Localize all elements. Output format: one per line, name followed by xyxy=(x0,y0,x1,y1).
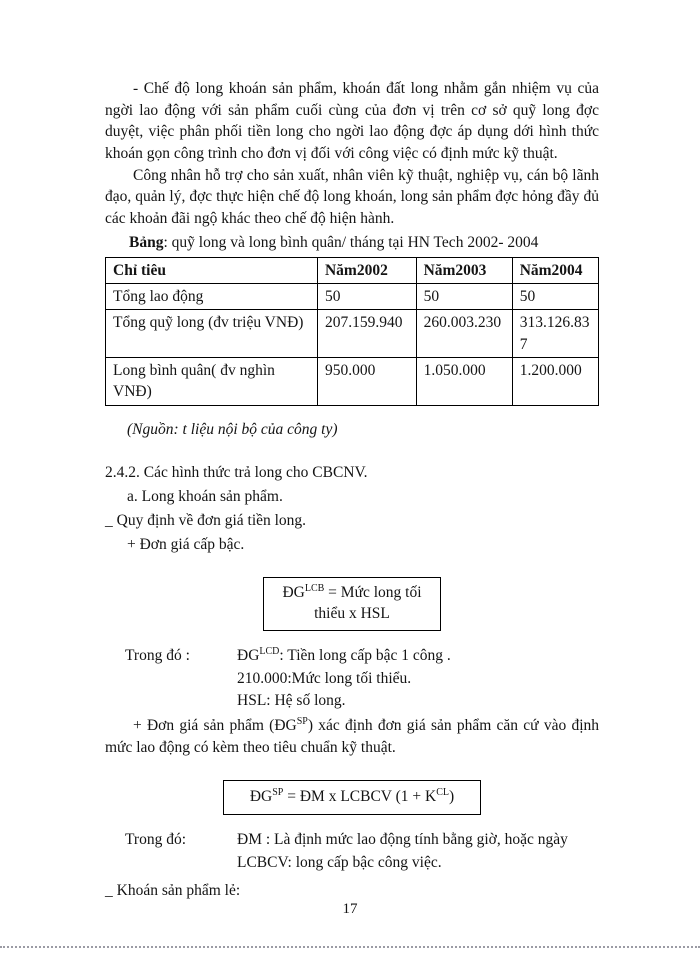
formula-superscript: CL xyxy=(436,787,449,799)
trong-do-label: Trong đó : xyxy=(125,647,190,665)
trong-do-label: Trong đó: xyxy=(125,831,187,849)
formula1-wrapper xyxy=(105,577,599,631)
formula-dg-sp-box xyxy=(223,780,481,815)
table-header-nam2002: Năm2002 xyxy=(317,257,416,283)
definition-line: HSL: Hệ số long. xyxy=(237,692,346,710)
paragraph-che-do-long: - Chế độ long khoán sản phẩm, khoán đất long nhằm gắn nhiệm vụ của ngời lao động với sản phẩm cuối cùng của đơn vị trên cơ sở quỹ long đợc duyệt, việc phân phối tiền long cho ngời lao động đợc áp dụng dới hình thức khoán gọn công trình cho đơn vị đối với công việc có định mức kỹ thuật. xyxy=(105,80,599,163)
table-caption xyxy=(105,232,599,254)
scan-artifact-line xyxy=(0,946,700,948)
page-number: 17 xyxy=(342,901,358,917)
paragraph-text: ) xác định đơn giá sản phẩm căn cứ vào định mức lao động có kèm theo tiêu chuẩn kỹ thuật. xyxy=(105,717,600,756)
table-cell: 50 xyxy=(317,283,416,309)
table-row xyxy=(106,358,599,406)
definition-line: ĐM : Là định mức lao động tính bằng giờ, hoặc ngày xyxy=(237,831,568,849)
formula-superscript: LCB xyxy=(304,583,325,595)
paragraph-don-gia-san-pham xyxy=(105,715,599,758)
definitions-block-2 xyxy=(105,829,599,874)
item-a-long-khoan: a. Long khoán sản phẩm. xyxy=(127,488,283,506)
table-row xyxy=(106,310,599,358)
paragraph-text: + Đơn giá sản phẩm (ĐG xyxy=(133,717,297,735)
formula-text: ĐG xyxy=(282,584,305,602)
table-cell: 950.000 xyxy=(317,358,416,406)
table-caption-label: Bảng xyxy=(129,233,164,251)
definition-term: ĐG xyxy=(237,647,260,665)
definition-lines xyxy=(237,645,599,713)
table-cell: 1.200.000 xyxy=(512,358,598,406)
page-content xyxy=(105,78,599,901)
formula-text: ) xyxy=(448,788,455,806)
table-cell: Long bình quân( đv nghìn VNĐ) xyxy=(106,358,318,406)
formula-text: = ĐM x LCBCV (1 + K xyxy=(283,788,437,806)
table-cell: 260.003.230 xyxy=(416,310,512,358)
table-header-nam2004: Năm2004 xyxy=(512,257,598,283)
formula-text: ĐG xyxy=(249,788,273,806)
definition-line: LCBCV: long cấp bậc công việc. xyxy=(237,854,442,872)
table-cell: 313.126.837 xyxy=(512,310,598,358)
item-don-gia-cap-bac: + Đơn giá cấp bậc. xyxy=(127,535,245,553)
table-cell: 207.159.940 xyxy=(317,310,416,358)
source-note: (Nguồn: t liệu nội bộ của công ty) xyxy=(127,420,338,438)
item-khoan-san-pham-le: _ Khoán sản phẩm lẻ: xyxy=(105,881,241,899)
definition-superscript: LCD xyxy=(259,645,280,657)
section-heading-242: 2.4.2. Các hình thức trả long cho CBCNV. xyxy=(105,464,368,482)
formula-text: = Mức long tối xyxy=(324,584,422,602)
table-cell: Tổng quỹ long (đv triệu VNĐ) xyxy=(106,310,318,358)
definition-line xyxy=(237,645,599,667)
paragraph-cong-nhan: Công nhân hỗ trợ cho sản xuất, nhân viên kỹ thuật, nghiệp vụ, cán bộ lãnh đạo, quản lý, đợc thực hiện chế độ long khoán, long sản phẩm đợc hỏng đầy đủ các khoản đãi ngộ khác theo chế độ hiện hành. xyxy=(105,166,599,228)
table-cell: 50 xyxy=(416,283,512,309)
table-cell: Tổng lao động xyxy=(106,283,318,309)
formula2-wrapper xyxy=(105,780,599,815)
definition-lines xyxy=(237,829,599,874)
definition-text: : Tiền long cấp bậc 1 công . xyxy=(279,647,451,665)
formula-dg-lcb-box xyxy=(263,577,440,631)
table-header-row xyxy=(106,257,599,283)
formula-text: thiểu x HSL xyxy=(314,605,390,623)
item-quy-dinh: _ Quy định về đơn giá tiền long. xyxy=(105,511,307,529)
table-cell: 1.050.000 xyxy=(416,358,512,406)
table-caption-text: : quỹ long và long bình quân/ tháng tại HN Tech 2002- 2004 xyxy=(163,233,539,251)
table-cell: 50 xyxy=(512,283,598,309)
table-header-chi-tieu: Chỉ tiêu xyxy=(106,257,318,283)
table-row xyxy=(106,283,599,309)
paragraph-superscript: SP xyxy=(296,715,308,727)
table-header-nam2003: Năm2003 xyxy=(416,257,512,283)
formula-superscript: SP xyxy=(272,787,284,799)
definition-line: 210.000:Mức long tối thiểu. xyxy=(237,669,412,687)
salary-table xyxy=(105,257,599,406)
definitions-block-1 xyxy=(105,645,599,713)
